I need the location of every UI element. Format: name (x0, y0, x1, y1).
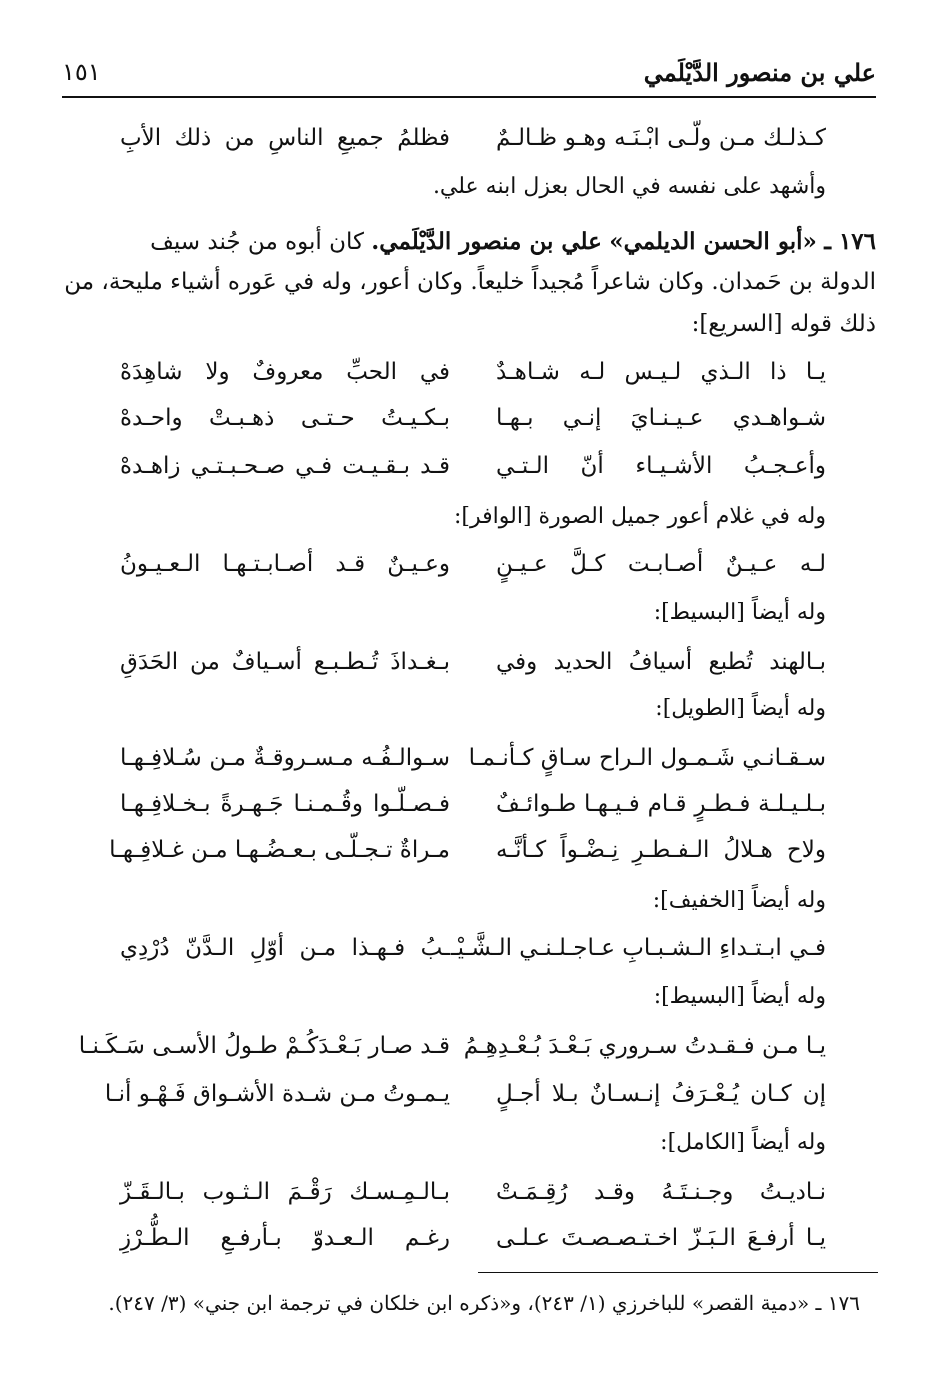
verse-second-hemistich: فظلمُ جميعِ الناسِ من ذلك الأبِ (120, 125, 450, 151)
poem-intro: وله أيضاً [الخفيف]: (652, 888, 826, 913)
prose-line: الدولة بن حَمدان. وكان شاعراً مُجيداً خليعاً. وكان أعور، وله في عَوره أشياء مليحة، من (64, 269, 876, 295)
verse-second-hemistich: ـبُ فـهـذا مـن أوّلِ الـدَّنّ دُرْدِي (120, 935, 450, 961)
verse-second-hemistich: فـصـلّـوا وقُـمـنـا جَـهـرةً بـخـلافِـهـا (120, 791, 450, 817)
verse-line (120, 738, 826, 778)
verse-second-hemistich: سـوالـفُـه مـسـروقـةٌ مـن سُـلافِـهـا (120, 745, 450, 771)
footnote: ١٧٦ ـ «دمية القصر» للباخرزي (١/ ٢٤٣)، و«ذكره ابن خلكان في ترجمة ابن جني» (٣/ ٢٤٧). (108, 1291, 860, 1315)
entry-heading-line (62, 222, 876, 262)
verse-line (120, 642, 826, 682)
entry-text: كان أبوه من جُند سيف (150, 229, 364, 255)
verse-first-hemistich: يـا ذا الـذي لـيـس لـه شـاهـدٌ (496, 359, 826, 385)
verse-first-hemistich: لـه عـيـنٌ أصـابـت كـلَّ عـيـنٍ (496, 551, 826, 577)
poem-intro: وله في غلام أعور جميل الصورة [الوافر]: (454, 504, 826, 529)
verse-line (120, 352, 826, 392)
verse-line (120, 1172, 826, 1212)
verse-first-hemistich: بـالهند تُطبع أسيافُ الحديد وفي (496, 649, 826, 675)
verse-second-hemistich: وعـيـنٌ قـد أصـابـتـهـا الـعـيـونُ (120, 551, 450, 577)
verse-line (109, 830, 826, 870)
entry-kunya: «أبو الحسن الديلمي» (609, 228, 817, 255)
verse-second-hemistich: رغـم الـعـدوّ بـأرفـعِ الـطُّـرْزِ (120, 1225, 450, 1251)
verse-first-hemistich: شـواهـدي عـيـنـايَ إنـي بـهـا (496, 405, 826, 431)
verse-first-hemistich: كـذلـك مـن ولّـى ابْـنَـه وهـو ظـالـمٌ (496, 125, 826, 151)
verse-first-hemistich: ولاح هـلالُ الـفـطـرِ نِـضْـواً كـأنَّـه (496, 837, 826, 863)
verse-line (120, 118, 826, 158)
verse-second-hemistich: قـد بـقـيـت فـي صـحـبـتـي زاهـدهْ (120, 453, 450, 479)
verse-line (120, 544, 826, 584)
verse-line (120, 1218, 826, 1258)
running-header (62, 48, 876, 98)
poem-intro: وله أيضاً [البسيط]: (653, 984, 826, 1009)
poem-intro: وله أيضاً [البسيط]: (653, 600, 826, 625)
page-number: ١٥١ (62, 58, 101, 86)
entry-name: علي بن منصور الدَّيْلَمي. (371, 228, 602, 255)
verse-line (104, 1074, 826, 1114)
poem-intro: وله أيضاً [الطويل]: (655, 696, 826, 721)
verse-line (78, 1026, 826, 1066)
verse-line (120, 928, 826, 968)
verse-line (120, 446, 826, 486)
verse-first-hemistich: فـي ابـتـداءِ الـشـبـابِ عـاجـلـنـي الـشَّـيْـ (450, 935, 826, 961)
prose-line: وأشهد على نفسه في الحال بعزل ابنه علي. (432, 174, 826, 199)
entry-number: ١٧٦ ـ (824, 228, 876, 255)
running-title: علي بن منصور الدَّيْلَمي (643, 57, 876, 87)
verse-first-hemistich: يـا أرفـعَ الـبَـزّ اخـتـصـصـتَ عـلـى (496, 1225, 826, 1251)
verse-second-hemistich: قـد صـار بَـعْـدَكُـمْ طـولُ الأسـى سَـكَـنـا (78, 1033, 450, 1059)
verse-second-hemistich: بـالـمِـسـك رَقْـمَ الـثـوب بـالـقَـزّ (120, 1179, 450, 1205)
verse-first-hemistich: سـقـانـي شَـمـول الـراح سـاقٍ كـأنـمـا (468, 745, 826, 771)
verse-second-hemistich: بـكـيـتُ حـتـى ذهـبـتْ واحـدهْ (120, 405, 450, 431)
verse-first-hemistich: إن كـان يُـعْـرَفُ إنـسـانٌ بـلا أجـلٍ (496, 1081, 826, 1107)
verse-second-hemistich: في الحبِّ معروفٌ ولا شاهِدَهْ (120, 359, 450, 385)
verse-second-hemistich: مـراةٌ تـجـلّـى بـعـضُـهـا مـن غـلافِـهـا (109, 837, 450, 863)
prose-line: ذلك قوله [السريع]: (691, 311, 876, 337)
verse-line (120, 398, 826, 438)
verse-second-hemistich: بـغـداذَ تُـطـبـع أسـيافٌ من الحَدَقِ (120, 649, 450, 675)
footnote-divider (478, 1272, 878, 1273)
verse-first-hemistich: يـا مـن فـقـدتُ سـروري بَـعْـدَ بُـعْـدِهِـمُ (463, 1033, 826, 1059)
verse-line (120, 784, 826, 824)
verse-second-hemistich: يـمـوتُ مـن شـدة الأشـواق فَـهْـو أنـا (104, 1081, 450, 1107)
verse-first-hemistich: نـاديـتُ وجـنـتَـهُ وقـد رُقِـمَـتْ (496, 1179, 826, 1205)
verse-first-hemistich: بـلـيـلـة فـطـرٍ قـام فـيـهـا طـوائـفٌ (496, 791, 826, 817)
poem-intro: وله أيضاً [الكامل]: (660, 1130, 826, 1155)
verse-first-hemistich: وأعـجـبُ الأشـيـاء أنّ الـتـي (496, 453, 826, 479)
